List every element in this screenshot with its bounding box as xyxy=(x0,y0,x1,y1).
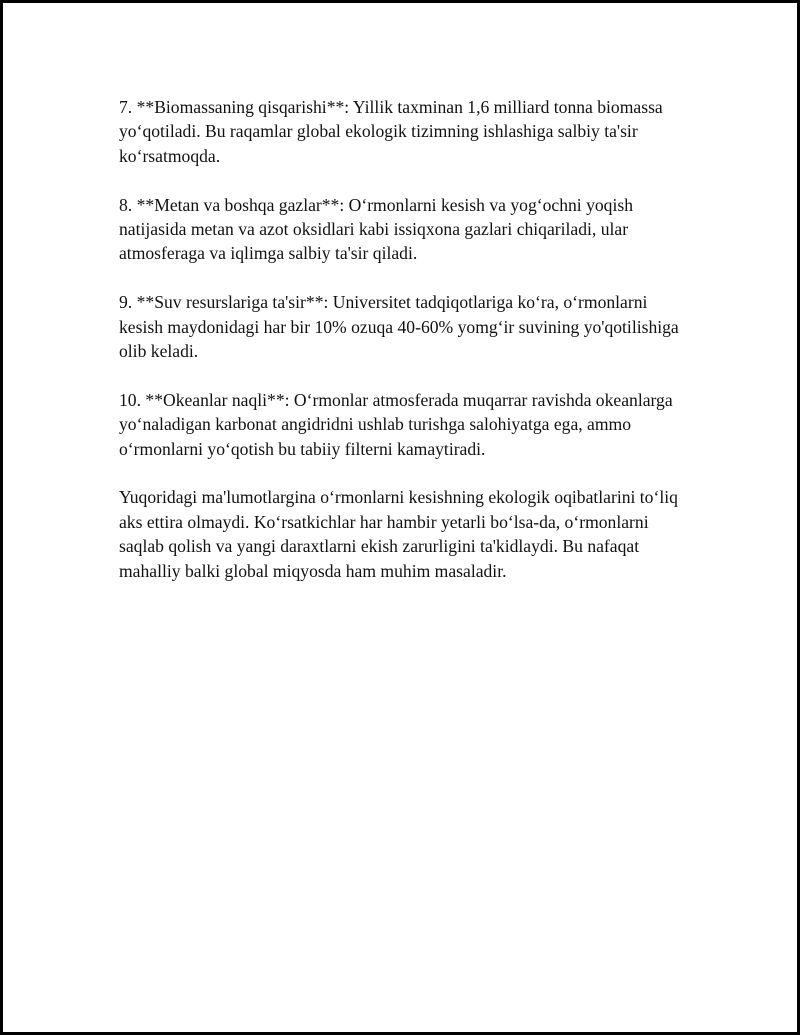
paragraph-oceans: 10. **Okeanlar naqli**: O‘rmonlar atmosferada muqarrar ravishda okeanlarga yo‘naladigan karbonat angidridni ushlab turishga salohiyatga ega, ammo o‘rmonlarni yo‘qotish bu tabiiy filterni kamaytiradi. xyxy=(119,389,673,459)
paragraph-biomass: 7. **Biomassaning qisqarishi**: Yillik taxminan 1,6 milliard tonna biomassa yo‘qotiladi. Bu raqamlar global ekologik tizimning ishlashiga salbiy ta'sir ko‘rsatmoqda. xyxy=(119,97,663,166)
paragraph-methane: 8. **Metan va boshqa gazlar**: O‘rmonlarni kesish va yog‘ochni yoqish natijasida metan va azot oksidlari kabi issiqxona gazlari chiqariladi, ular atmosferaga va iqlimga salbiy ta'sir qiladi. xyxy=(119,194,634,264)
paragraph-water-resources: 9. **Suv resurslariga ta'sir**: Universitet tadqiqotlariga ko‘ra, o‘rmonlarni kesish maydonidagi har bir 10% ozuqa 40-60% yomg‘ir suvining yo'qotilishiga olib keladi. xyxy=(119,292,679,362)
paragraph-conclusion: Yuqoridagi ma'lumotlargina o‘rmonlarni kesishning ekologik oqibatlarini to‘liq aks ettira olmaydi. Ko‘rsatkichlar har hambir yetarli bo‘lsa-da, o‘rmonlarni saqlab qolish va yangi daraxtlarni ekish zarurligini ta'kidlaydi. Bu nafaqat mahalliy balki global miqyosda ham muhim masaladir. xyxy=(119,487,678,581)
document-body xyxy=(119,95,689,607)
